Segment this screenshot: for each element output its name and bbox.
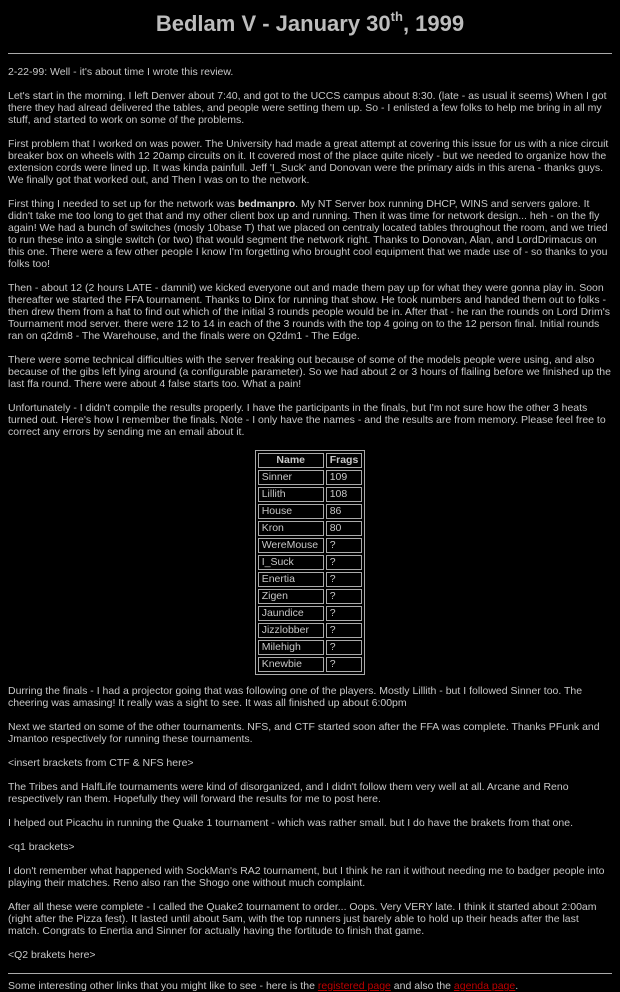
paragraph-network [8,198,612,270]
paragraph-tribes-halflife: The Tribes and HalfLife tournaments were kind of disorganized, and I didn't follow them very well at all. Arcane and Reno respectively ran them. Hopefully they will forward the results for me to post here. [8,781,569,805]
player-name: Milehigh [258,640,324,655]
player-name: WereMouse [258,538,324,553]
paragraph-quake1: I helped out Picachu in running the Quake 1 tournament - which was rather small. but I do have the brakets from that one. [8,817,573,829]
player-frags: 86 [326,504,363,519]
paragraph-network-text-a: First thing I needed to set up for the network was [8,198,238,210]
player-name: Enertia [258,572,324,587]
paragraph-finals: Durring the finals - I had a projector going that was following one of the players. Mostly Lillith - but I followed Sinner too. The cheering was amasing! It really was a sight to see. It was all finished up about 6:00pm [8,685,583,709]
player-frags: ? [326,572,363,587]
paragraph-difficulties: There were some technical difficulties with the server freaking out because of some of the models people were using, and also because of the gibs left lying around (a configurable parameter). So we had about 2 or 3 hours of flailing before we finished up the last ffa round. There were about 4 false starts too. What a pain! [8,354,611,390]
player-name: House [258,504,324,519]
player-frags: ? [326,555,363,570]
table-row [258,538,363,553]
player-frags: 109 [326,470,363,485]
footer-text-end: . [515,980,519,992]
placeholder-q2-brackets: <Q2 brakets here> [8,949,96,961]
player-name: Jaundice [258,606,324,621]
table-row [258,555,363,570]
placeholder-ctf-nfs-brackets: <insert brackets from CTF & NFS here> [8,757,194,769]
page-title [8,0,612,47]
table-row [258,657,363,672]
agenda-page-link[interactable]: agenda page [453,980,516,992]
player-frags: ? [326,538,363,553]
title-year: , 1999 [402,11,465,36]
table-row [258,487,363,502]
paragraph-morning: Let's start in the morning. I left Denver about 7:40, and got to the UCCS campus about 8:30. (late - as usual it seems) When I got there they had alread delivered the tables, and people were setting them up. So - I enlisted a few folks to help me bring in all my stuff, and started to work on some of the problems. [8,90,607,126]
player-name: Lillith [258,487,324,502]
table-row [258,640,363,655]
title-text: Bedlam V - January 30 [155,11,391,36]
player-frags: ? [326,623,363,638]
table-row [258,572,363,587]
paragraph-network-text-b: . My NT Server box running DHCP, WINS and servers galore. It didn't take me too long to get that and my other client box up and running. Then it was time for network design... heh - on the fly again! We had a bunch of switches (mosly 10base T) that we placed on centraly located tables throughout the room, and we tried to run these into a single switch (or two) that would segment the network right. Thanks to Donovan, Alan, and LordDrimacus on this one. There were a few other people I know I'm forgetting who brought cool equipment that we made use of - so thanks to you folks too! [8,198,608,270]
table-row [258,606,363,621]
registered-page-link[interactable]: registered page [317,980,391,992]
table-row [258,521,363,536]
placeholder-q1-brackets: <q1 brackets> [8,841,75,853]
player-name: I_Suck [258,555,324,570]
table-header-row [258,453,363,468]
footer-text-mid: and also the [390,980,454,992]
player-name: Kron [258,521,324,536]
table-row [258,470,363,485]
table-row [258,589,363,604]
column-header-name: Name [258,453,324,468]
player-name: Knewbie [258,657,324,672]
footer-text: Some interesting other links that you might like to see - here is the [8,980,318,992]
player-frags: ? [326,589,363,604]
divider-bottom [8,973,612,974]
player-frags: ? [326,640,363,655]
footer-links [8,980,612,992]
paragraph-ra2-shogo: I don't remember what happened with SockMan's RA2 tournament, but I think he ran it without needing me to badger people into playing their matches. Reno also ran the Shogo one without much complaint. [8,865,605,889]
paragraph-quake2: After all these were complete - I called the Quake2 tournament to order... Oops. Very VERY late. I think it started about 2:00am (right after the Pizza fest). It lasted until about 5am, with the top runners just barely able to hold up their heads after the last match. Congrats to Enertia and Sinner for actually having the fortitude to finish that game. [8,901,597,937]
player-frags: 108 [326,487,363,502]
paragraph-date: 2-22-99: Well - it's about time I wrote this review. [8,66,234,78]
server-name: bedmanpro [237,198,296,210]
paragraph-results-intro: Unfortunately - I didn't compile the results properly. I have the participants in the finals, but I'm not sure how the other 3 heats turned out. Here's how I remember the finals. Note - I only have the names - and the results are from memory. Please feel free to correct any errors by sending me an email about it. [8,402,606,438]
paragraph-ffa: Then - about 12 (2 hours LATE - damnit) we kicked everyone out and made them pay up for what they were gonna play in. Soon thereafter we started the FFA tournament. Thanks to Dinx for running that show. He took numbers and handed them out to folks - then drew them from a hat to find out which of the initial 3 rounds people would be in. After that - he ran the rounds on Lord Drim's Tournament mod server. there were 12 to 14 in each of the 3 rounds with the top 4 going on to the 12 person final. Initial rounds ran on q2dm8 - The Warehouse, and the finals were on Q2dm1 - The Edge. [8,282,611,342]
table-row [258,504,363,519]
player-name: Zigen [258,589,324,604]
table-row [258,623,363,638]
finals-results-table [255,450,366,675]
paragraph-power: First problem that I worked on was power. The University had made a great attempt at covering this issue for us with a nice circuit breaker box on wheels with 12 20amp circuits on it. It covered most of the place quite nicely - but we needed to organize how the extension cords were lined up. It was kinda painfull. Jeff 'I_Suck' and Donovan were the primary aids in this arena - thanks guys. We finally got that worked out, and Then I was on to the network. [8,138,609,186]
column-header-frags: Frags [326,453,363,468]
title-superscript: th [390,8,403,24]
player-frags: ? [326,606,363,621]
divider-top [8,53,612,54]
player-frags: 80 [326,521,363,536]
player-name: Jizzlobber [258,623,324,638]
player-name: Sinner [258,470,324,485]
paragraph-other-tournaments: Next we started on some of the other tournaments. NFS, and CTF started soon after the FFA was complete. Thanks PFunk and Jmantoo respectively for running these tournaments. [8,721,600,745]
player-frags: ? [326,657,363,672]
